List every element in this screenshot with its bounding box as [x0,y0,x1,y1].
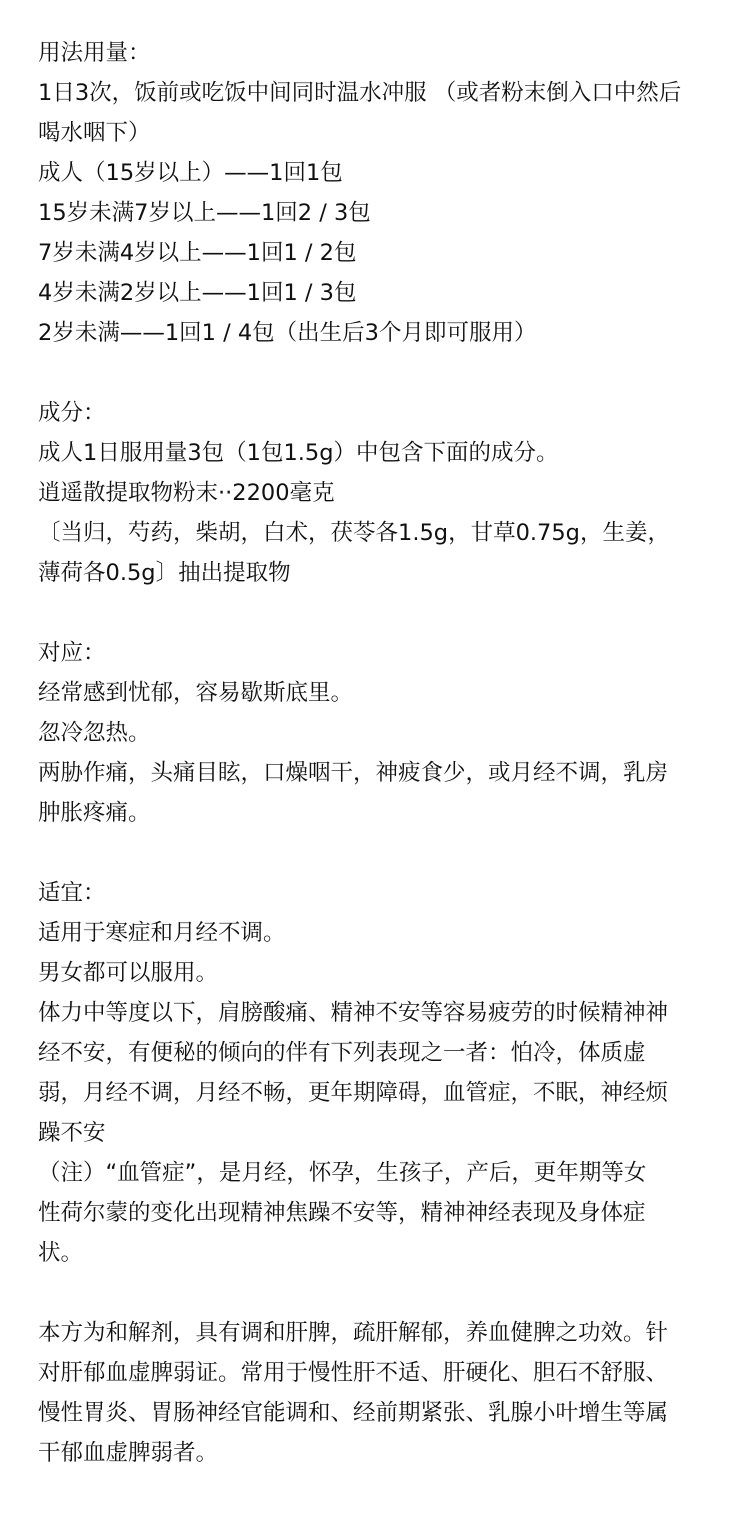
text-line: 经不安，有便秘的倾向的伴有下列表现之一者：怕冷，体质虚 [38,1040,646,1066]
text-line: 躁不安 [38,1120,106,1146]
text-line: 成人1日服用量3包（1包1.5g）中包含下面的成分。 [38,440,559,466]
dosage-line: 15岁未满7岁以上——1回2 / 3包 [38,200,371,226]
section-heading: 对应： [38,640,106,666]
section-heading: 用法用量： [38,40,151,66]
section-heading: 成分： [38,400,106,426]
product-description-document [38,33,722,1473]
text-line: 喝水咽下） [38,120,151,146]
note-line: （注）“血管症”，是月经，怀孕，生孩子，产后，更年期等女 [38,1160,647,1186]
text-line: 弱，月经不调，月经不畅，更年期障碍，血管症，不眠，神经烦 [38,1080,669,1106]
text-line: 干郁血虚脾弱者。 [38,1440,219,1466]
text-line: 薄荷各0.5g〕抽出提取物 [38,560,291,586]
text-line: 1日3次，饭前或吃饭中间同时温水冲服 （或者粉末倒入口中然后 [38,80,682,106]
text-line: 男女都可以服用。 [38,960,219,986]
text-line: 经常感到忧郁，容易歇斯底里。 [38,680,354,706]
text-line: 本方为和解剂，具有调和肝脾，疏肝解郁，养血健脾之功效。针 [38,1320,669,1346]
text-line: 慢性胃炎、胃肠神经官能调和、经前期紧张、乳腺小叶增生等属 [38,1400,669,1426]
text-line: 对肝郁血虚脾弱证。常用于慢性肝不适、肝硬化、胆石不舒服、 [38,1360,669,1386]
dosage-line: 7岁未满4岁以上——1回1 / 2包 [38,240,357,266]
section-efficacy [38,1313,722,1473]
section-suitable [38,873,722,1273]
section-heading: 适宜： [38,880,106,906]
note-line: 状。 [38,1240,84,1266]
text-line: 肿胀疼痛。 [38,800,151,826]
text-line: 体力中等度以下，肩膀酸痛、精神不安等容易疲劳的时候精神神 [38,1000,669,1026]
dosage-line: 2岁未满——1回1 / 4包（出生后3个月即可服用） [38,320,537,346]
section-ingredients [38,393,722,593]
section-indications [38,633,722,833]
text-line: 〔当归，芍药，柴胡，白术，茯苓各1.5g，甘草0.75g，生姜， [38,520,670,546]
dosage-line: 成人（15岁以上）——1回1包 [38,160,343,186]
text-line: 两胁作痛，头痛目眩，口燥咽干，神疲食少，或月经不调，乳房 [38,760,669,786]
dosage-line: 4岁未满2岁以上——1回1 / 3包 [38,280,357,306]
text-line: 适用于寒症和月经不调。 [38,920,286,946]
text-line: 逍遥散提取物粉末··2200毫克 [38,480,335,506]
section-usage-dosage [38,33,722,353]
text-line: 忽冷忽热。 [38,720,151,746]
note-line: 性荷尔蒙的变化出现精神焦躁不安等，精神神经表现及身体症 [38,1200,646,1226]
